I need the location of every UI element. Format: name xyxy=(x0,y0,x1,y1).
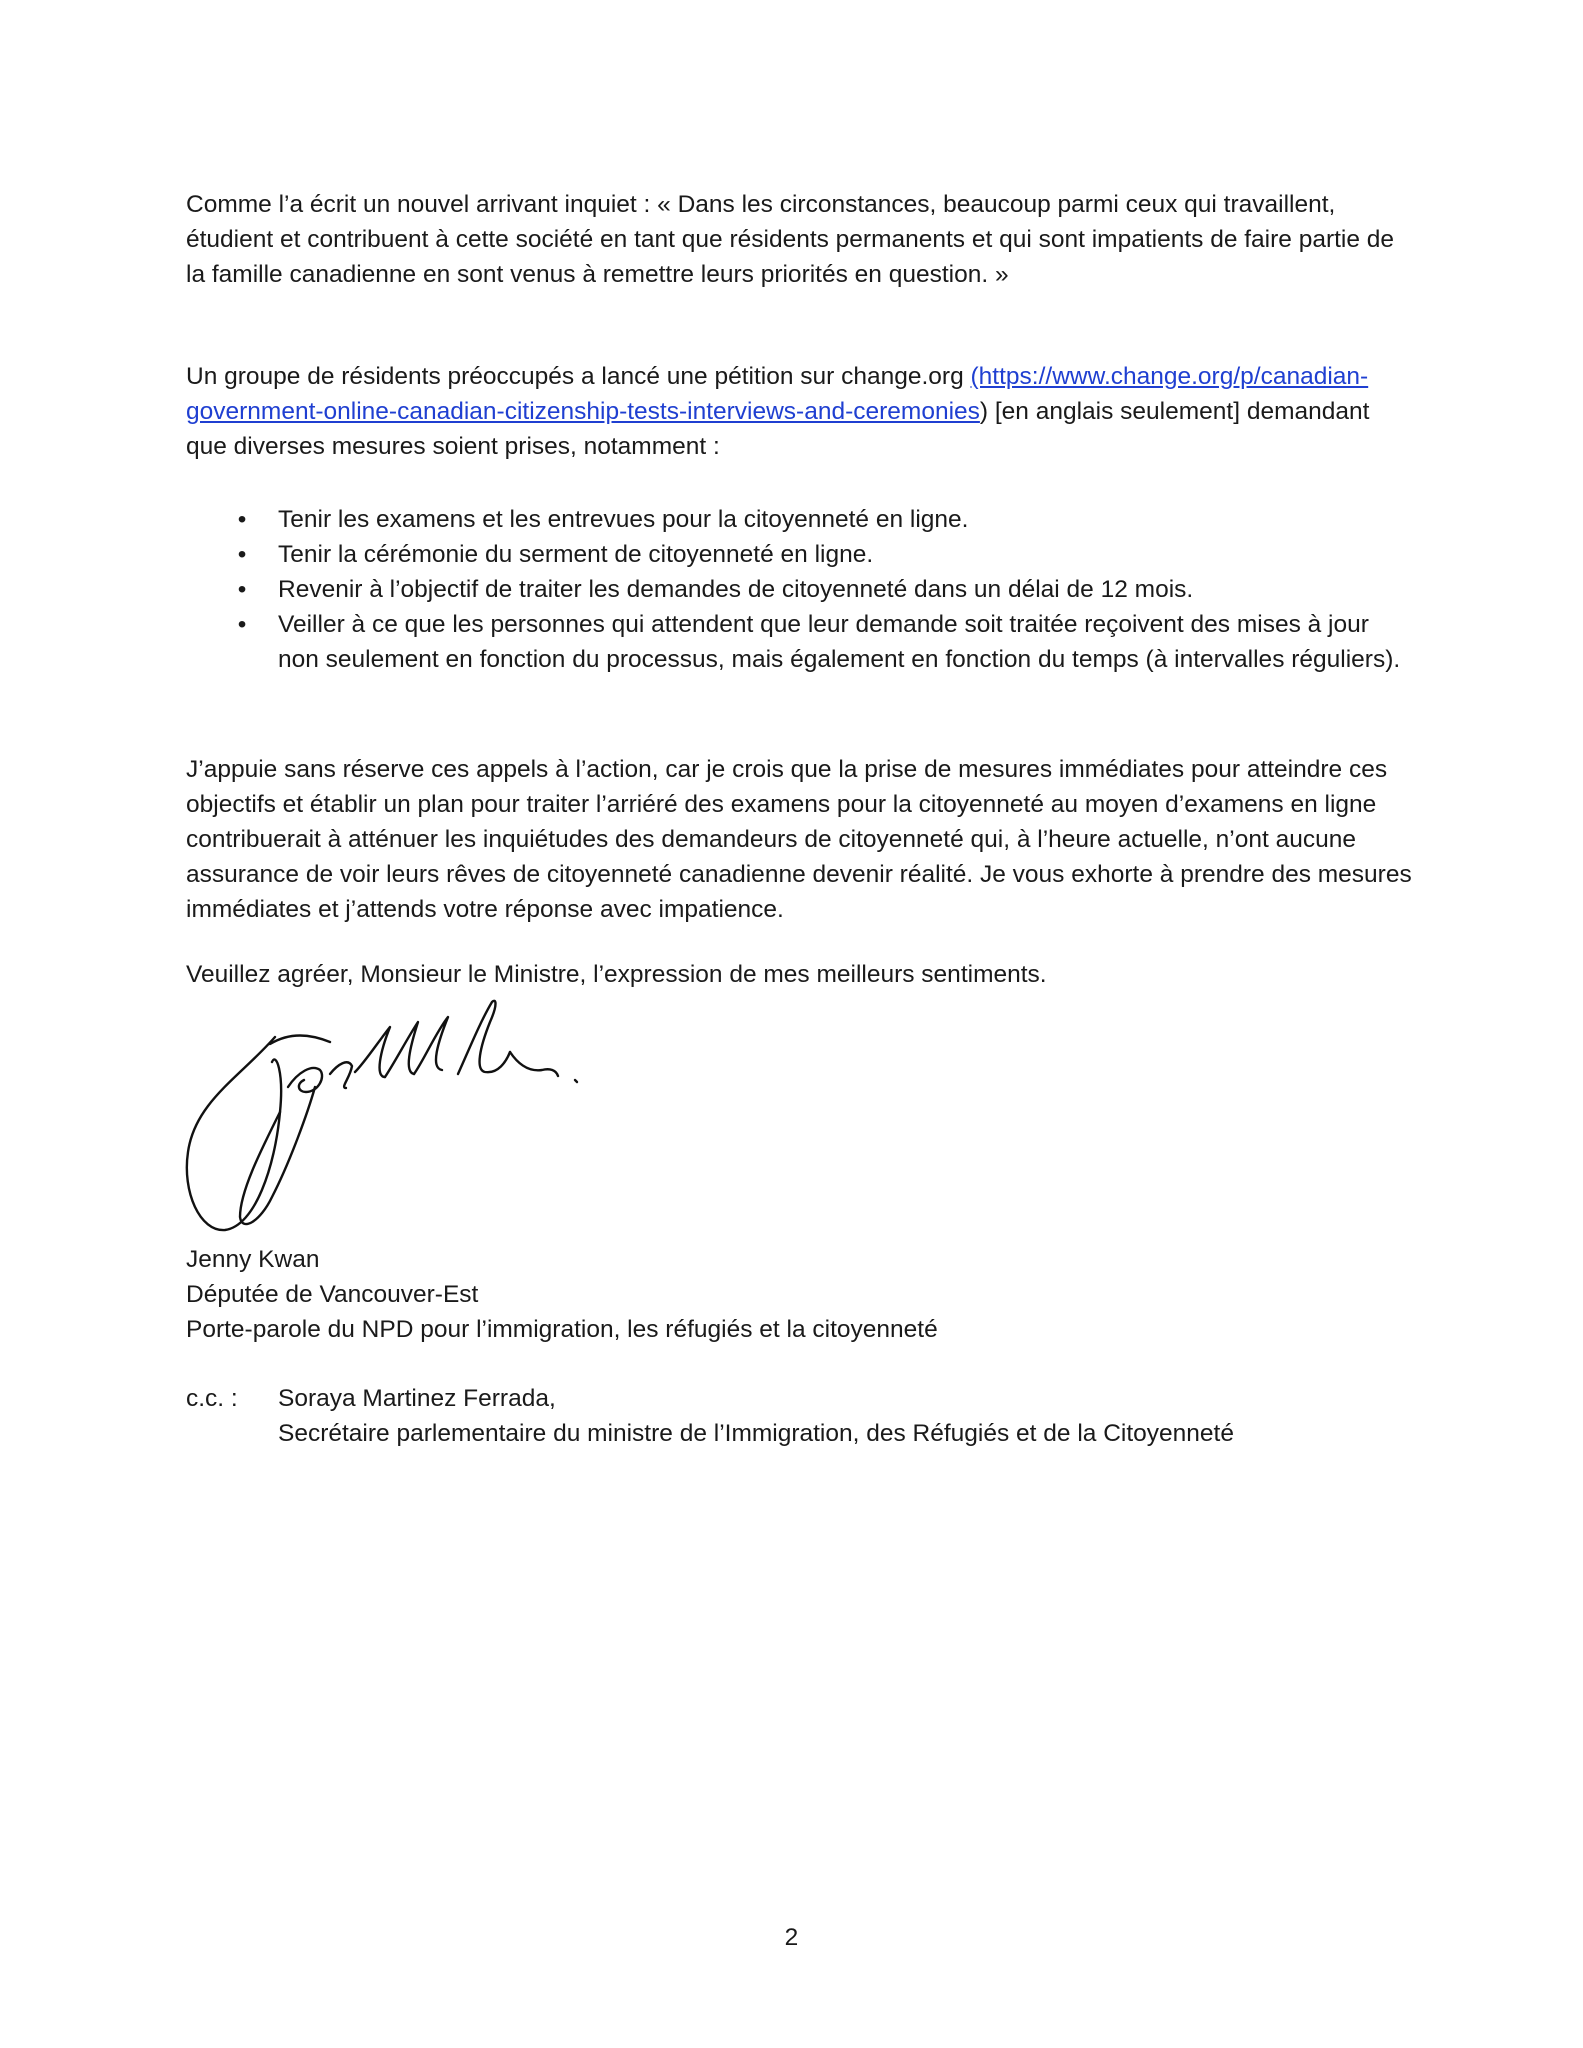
demand-text: Revenir à l’objectif de traiter les demandes de citoyenneté dans un délai de 12 mois. xyxy=(278,576,1194,603)
bullet-icon: • xyxy=(237,506,247,533)
closing-line: Veuillez agréer, Monsieur le Ministre, l’expression de mes meilleurs sentiments. xyxy=(186,961,1047,988)
cc-label: c.c. : xyxy=(186,1385,238,1412)
cc-title: Secrétaire parlementaire du ministre de l’Immigration, des Réfugiés et de la Citoyenneté xyxy=(278,1420,1234,1447)
cc-name: Soraya Martinez Ferrada, xyxy=(278,1385,556,1412)
petition-lead: Un groupe de résidents préoccupés a lancé une pétition sur change.org xyxy=(186,363,971,390)
list-item xyxy=(186,537,1416,572)
signature-image xyxy=(180,992,600,1242)
cc-body xyxy=(278,1381,1418,1451)
signatory-title: Députée de Vancouver-Est xyxy=(186,1281,479,1308)
petition-paragraph xyxy=(186,359,1416,464)
demand-text: Tenir les examens et les entrevues pour la citoyenneté en ligne. xyxy=(278,506,969,533)
support-paragraph: J’appuie sans réserve ces appels à l’action, car je crois que la prise de mesures immédiates pour atteindre ces objectifs et établir un plan pour traiter l’arriéré des examens pour la citoyenneté au moyen d’examens en ligne contribuerait à atténuer les inquiétudes des demandeurs de citoyenneté qui, à l’heure actuelle, n’ont aucune assurance de voir leurs rêves de citoyenneté canadienne devenir réalité. Je vous exhorte à prendre des mesures immédiates et j’attends votre réponse avec impatience. xyxy=(186,756,1412,923)
bullet-icon: • xyxy=(237,541,247,568)
bullet-icon: • xyxy=(237,576,247,603)
page-number: 2 xyxy=(784,1924,799,1951)
bullet-icon: • xyxy=(237,611,247,638)
intro-paragraph: Comme l’a écrit un nouvel arrivant inquiet : « Dans les circonstances, beaucoup parmi ceux qui travaillent, étudient et contribuent à cette société en tant que résidents permanents et qui sont impatients de faire partie de la famille canadienne en sont venus à remettre leurs priorités en question. » xyxy=(186,191,1395,288)
demand-text: Tenir la cérémonie du serment de citoyenneté en ligne. xyxy=(278,541,874,568)
petition-trail: ) [en anglais seulement] demandant que diverses mesures soient prises, notamment : xyxy=(186,398,1370,460)
list-item xyxy=(186,502,1416,537)
demand-text: Veiller à ce que les personnes qui attendent que leur demande soit traitée reçoivent des mises à jour non seulement en fonction du processus, mais également en fonction du temps (à intervalles réguliers). xyxy=(278,611,1401,673)
list-item xyxy=(186,607,1416,677)
petition-link[interactable]: (https://www.change.org/p/canadian-government-online-canadian-citizenship-tests-interviews-and-ceremonies xyxy=(186,363,1369,425)
list-item xyxy=(186,572,1416,607)
signatory-role: Porte-parole du NPD pour l’immigration, les réfugiés et la citoyenneté xyxy=(186,1316,938,1343)
demands-list xyxy=(186,502,1416,677)
signature-block xyxy=(186,1242,1416,1347)
signatory-name: Jenny Kwan xyxy=(186,1246,320,1273)
